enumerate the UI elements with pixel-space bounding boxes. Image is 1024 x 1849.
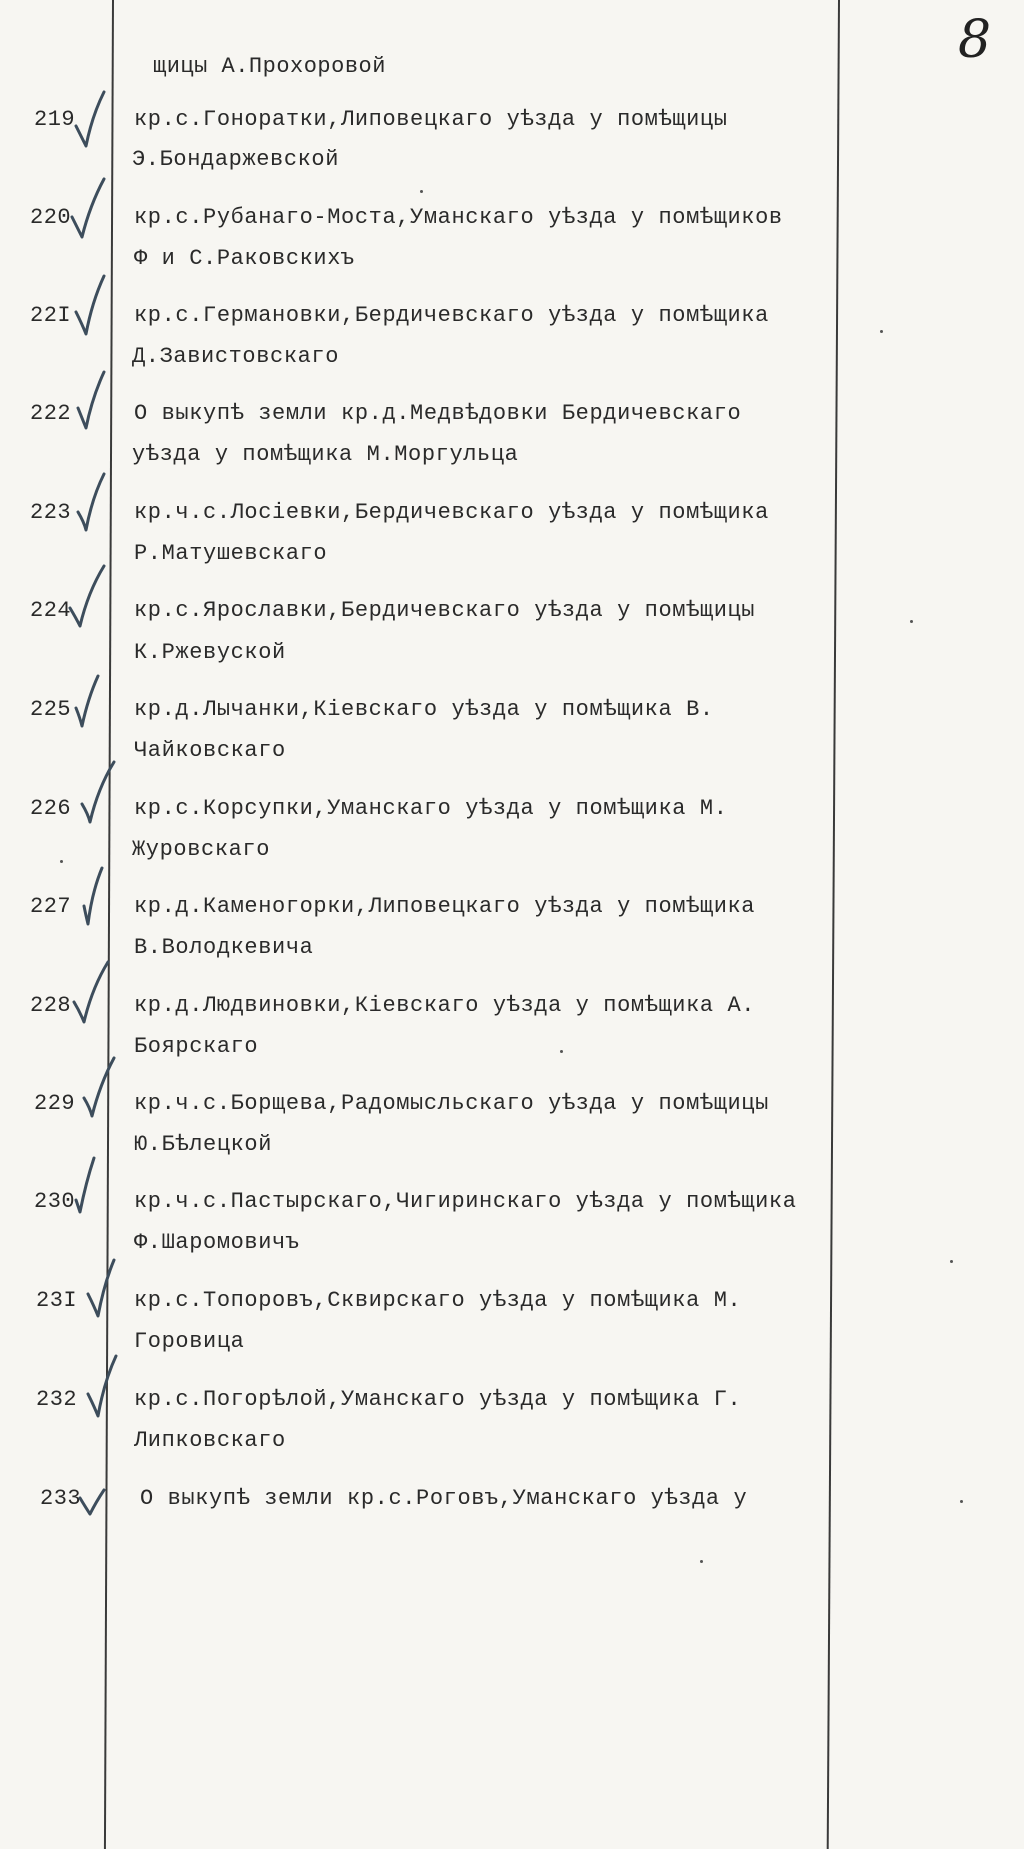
entry-text-line1: кр.д.Лычанки,Кіевскаго уѣзда у помѣщика В.: [134, 697, 714, 722]
checkmark-icon: [84, 1352, 124, 1422]
entry-number: 220: [30, 205, 72, 230]
entry-text-line1: О выкупѣ земли кр.с.Роговъ,Уманскаго уѣзда у: [140, 1486, 748, 1511]
entry-text-line1: кр.с.Корсупки,Уманскаго уѣзда у помѣщика М.: [134, 796, 728, 821]
entry-text-line1: кр.ч.с.Лосіевки,Бердичевскаго уѣзда у помѣщика: [134, 500, 769, 525]
checkmark-icon: [80, 1054, 120, 1124]
entry-number: 219: [34, 107, 76, 132]
checkmark-icon: [68, 175, 108, 245]
entry-number: 233: [40, 1486, 82, 1511]
scan-speck: [420, 190, 423, 193]
right-margin-rule: [827, 0, 840, 1849]
scan-speck: [960, 1500, 963, 1503]
entry-text-line1: О выкупѣ земли кр.д.Медвѣдовки Бердичевскаго: [134, 401, 742, 426]
checkmark-icon: [76, 862, 116, 932]
entry-text-line1: кр.с.Гоноратки,Липовецкаго уѣзда у помѣщицы: [134, 107, 728, 132]
entry-number: 230: [34, 1189, 76, 1214]
checkmark-icon: [70, 86, 110, 156]
entry-number: 227: [30, 894, 72, 919]
entry-text-line2: Чайковскаго: [134, 738, 286, 763]
entry-text-line1: кр.с.Германовки,Бердичевскаго уѣзда у помѣщика: [134, 303, 769, 328]
scan-speck: [700, 1560, 703, 1563]
entry-text-line2: В.Володкевича: [134, 935, 314, 960]
checkmark-icon: [70, 272, 110, 342]
entry-text-line1: кр.д.Каменогорки,Липовецкаго уѣзда у помѣщика: [134, 894, 756, 919]
entry-text-line2: уѣзда у помѣщика М.Моргульца: [132, 442, 519, 467]
entry-text-line2: Журовскаго: [132, 837, 271, 862]
entry-number: 223: [30, 500, 72, 525]
checkmark-icon: [70, 368, 110, 438]
checkmark-icon: [70, 668, 110, 738]
entry-text-line2: Ф и С.Раковскихъ: [134, 246, 355, 271]
entry-text-line2: Горовица: [134, 1329, 245, 1354]
checkmark-icon: [78, 758, 118, 828]
entry-number: 23I: [36, 1288, 78, 1313]
entry-text-line1: кр.д.Людвиновки,Кіевскаго уѣзда у помѣщика А.: [134, 993, 756, 1018]
page-number: 8: [958, 10, 992, 70]
scan-speck: [60, 860, 63, 863]
checkmark-icon: [84, 1254, 124, 1324]
entry-number: 222: [30, 401, 72, 426]
entry-text-line2: Ю.Бѣлецкой: [134, 1132, 273, 1157]
entry-text-line2: Р.Матушевскаго: [134, 541, 328, 566]
scan-speck: [950, 1260, 953, 1263]
entry-text-line2: Боярскаго: [134, 1034, 259, 1059]
entry-text-line1: кр.с.Топоровъ,Сквирскаго уѣзда у помѣщика М.: [134, 1288, 742, 1313]
entry-number: 225: [30, 697, 72, 722]
checkmark-icon: [72, 468, 112, 538]
checkmark-icon: [78, 1468, 118, 1538]
continuation-line: щицы А.Прохоровой: [153, 54, 386, 79]
entry-text-line1: кр.ч.с.Пастырскаго,Чигиринскаго уѣзда у помѣщика: [134, 1189, 797, 1214]
checkmark-icon: [70, 1152, 110, 1222]
entry-text-line1: кр.с.Погорѣлой,Уманскаго уѣзда у помѣщика Г.: [134, 1387, 742, 1412]
entry-text-line1: кр.с.Рубанаго-Моста,Уманскаго уѣзда у помѣщиков: [134, 205, 783, 230]
entry-number: 229: [34, 1091, 76, 1116]
entry-number: 228: [30, 993, 72, 1018]
scan-speck: [880, 330, 883, 333]
scan-speck: [560, 1050, 563, 1053]
entry-text-line2: Липковскаго: [134, 1428, 286, 1453]
checkmark-icon: [70, 958, 110, 1028]
entry-text-line2: Д.Завистовскаго: [132, 344, 340, 369]
entry-text-line1: кр.с.Ярославки,Бердичевскаго уѣзда у помѣщицы: [134, 598, 756, 623]
entry-number: 224: [30, 598, 72, 623]
entry-text-line2: Э.Бондаржевской: [132, 147, 340, 172]
scan-speck: [910, 620, 913, 623]
entry-number: 226: [30, 796, 72, 821]
entry-text-line2: К.Ржевуской: [134, 640, 286, 665]
entry-text-line2: Ф.Шаромовичъ: [134, 1230, 300, 1255]
entry-text-line1: кр.ч.с.Борщева,Радомысльскаго уѣзда у помѣщицы: [134, 1091, 769, 1116]
checkmark-icon: [66, 562, 106, 632]
entry-number: 232: [36, 1387, 78, 1412]
entry-number: 22I: [30, 303, 72, 328]
